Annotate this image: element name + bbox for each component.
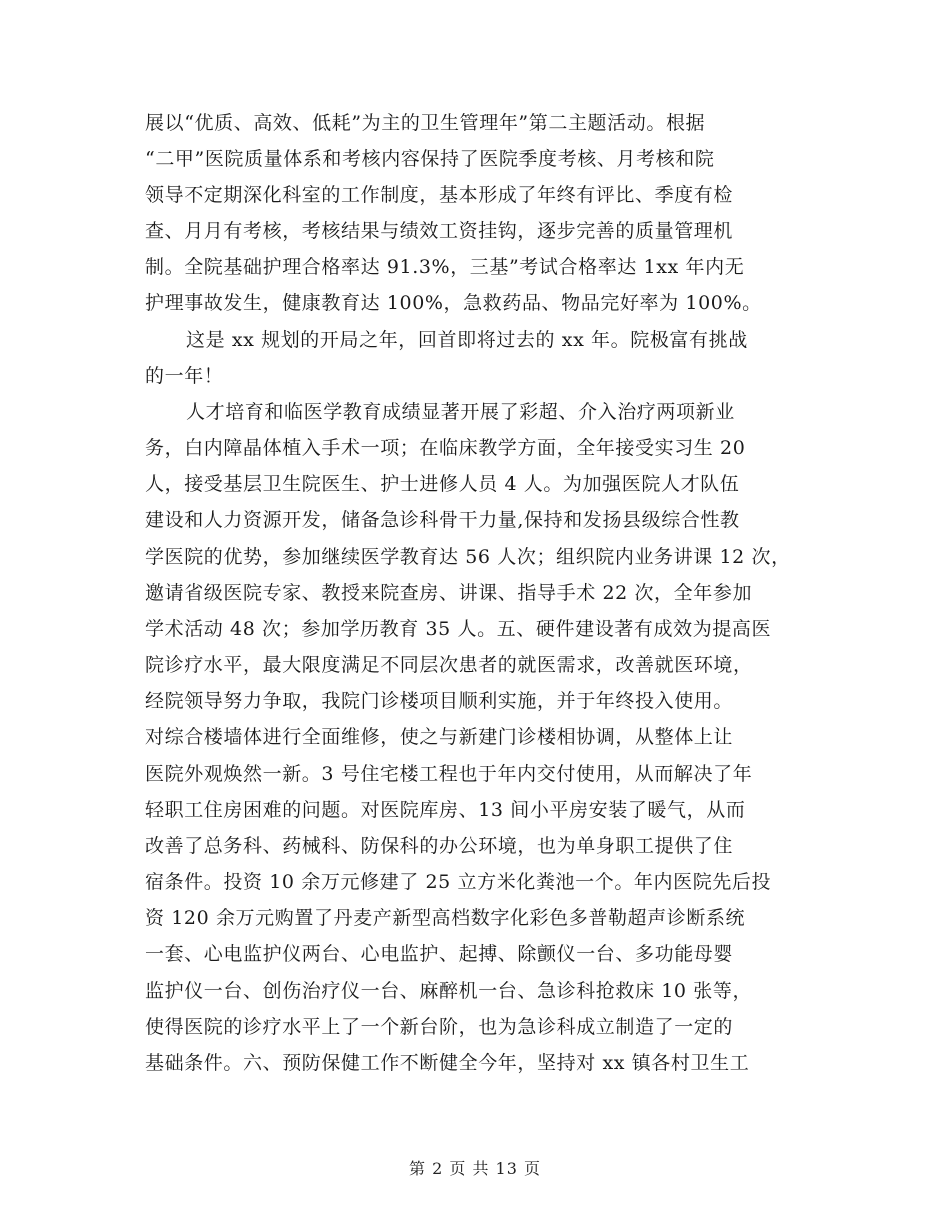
text-line: 基础条件。六、预防保健工作不断健全今年，坚持对 xx 镇各村卫生工: [145, 1052, 750, 1074]
text-line: 务，白内障晶体植入手术一项；在临床教学方面，全年接受实习生 20: [145, 437, 746, 459]
text-line: 人，接受基层卫生院医生、护士进修人员 4 人。为加强医院人才队伍: [145, 473, 740, 495]
text-line: 护理事故发生，健康教育达 100%，急救药品、物品完好率为 100%。: [145, 292, 762, 314]
text-line: 改善了总务科、药械科、防保科的办公环境，也为单身职工提供了住: [145, 835, 734, 857]
text-line: 经院领导努力争取，我院门诊楼项目顺利实施，并于年终投入使用。: [145, 690, 734, 712]
text-line: 查、月月有考核，考核结果与绩效工资挂钩，逐步完善的质量管理机: [145, 220, 734, 242]
text-line: 这是 xx 规划的开局之年，回首即将过去的 xx 年。院极富有挑战: [186, 329, 748, 351]
text-line: 建设和人力资源开发，储备急诊科骨干力量,保持和发扬县级综合性教: [145, 509, 740, 531]
text-line: 一套、心电监护仪两台、心电监护、起搏、除颤仪一台、多功能母婴: [145, 943, 734, 965]
text-line: 展以“优质、高效、低耗”为主的卫生管理年”第二主题活动。根据: [145, 112, 706, 134]
text-line: 监护仪一台、创伤治疗仪一台、麻醉机一台、急诊科抢救床 10 张等，: [145, 980, 753, 1002]
text-line: 医院外观焕然一新。3 号住宅楼工程也于年内交付使用，从而解决了年: [145, 763, 753, 785]
text-line: 对综合楼墙体进行全面维修，使之与新建门诊楼相协调，从整体上让: [145, 726, 734, 748]
text-line: 邀请省级医院专家、教授来院查房、讲课、指导手术 22 次，全年参加: [145, 582, 753, 604]
text-line: 宿条件。投资 10 余万元修建了 25 立方米化粪池一个。年内医院先后投: [145, 871, 772, 893]
text-line: 使得医院的诊疗水平上了一个新台阶，也为急诊科成立制造了一定的: [145, 1016, 734, 1038]
text-line: 资 120 余万元购置了丹麦产新型高档数字化彩色多普勒超声诊断系统: [145, 907, 746, 929]
text-line: 领导不定期深化科室的工作制度，基本形成了年终有评比、季度有检: [145, 184, 734, 206]
text-line: 学术活动 48 次；参加学历教育 35 人。五、硬件建设著有成效为提高医: [145, 618, 772, 640]
text-line: 的一年！: [145, 365, 224, 387]
text-line: 院诊疗水平，最大限度满足不同层次患者的就医需求，改善就医环境，: [145, 654, 753, 676]
page-number-footer: 第 2 页 共 13 页: [409, 1159, 541, 1178]
text-line: 轻职工住房困难的问题。对医院库房、13 间小平房安装了暖气，从而: [145, 799, 746, 821]
text-line: 制。全院基础护理合格率达 91.3%，三基”考试合格率达 1xx 年内无: [145, 256, 745, 278]
text-line: “二甲”医院质量体系和考核内容保持了医院季度考核、月考核和院: [145, 148, 715, 170]
text-line: 人才培育和临医学教育成绩显著开展了彩超、介入治疗两项新业: [186, 401, 735, 423]
text-line: 学医院的优势，参加继续医学教育达 56 人次；组织院内业务讲课 12 次，: [145, 546, 791, 568]
